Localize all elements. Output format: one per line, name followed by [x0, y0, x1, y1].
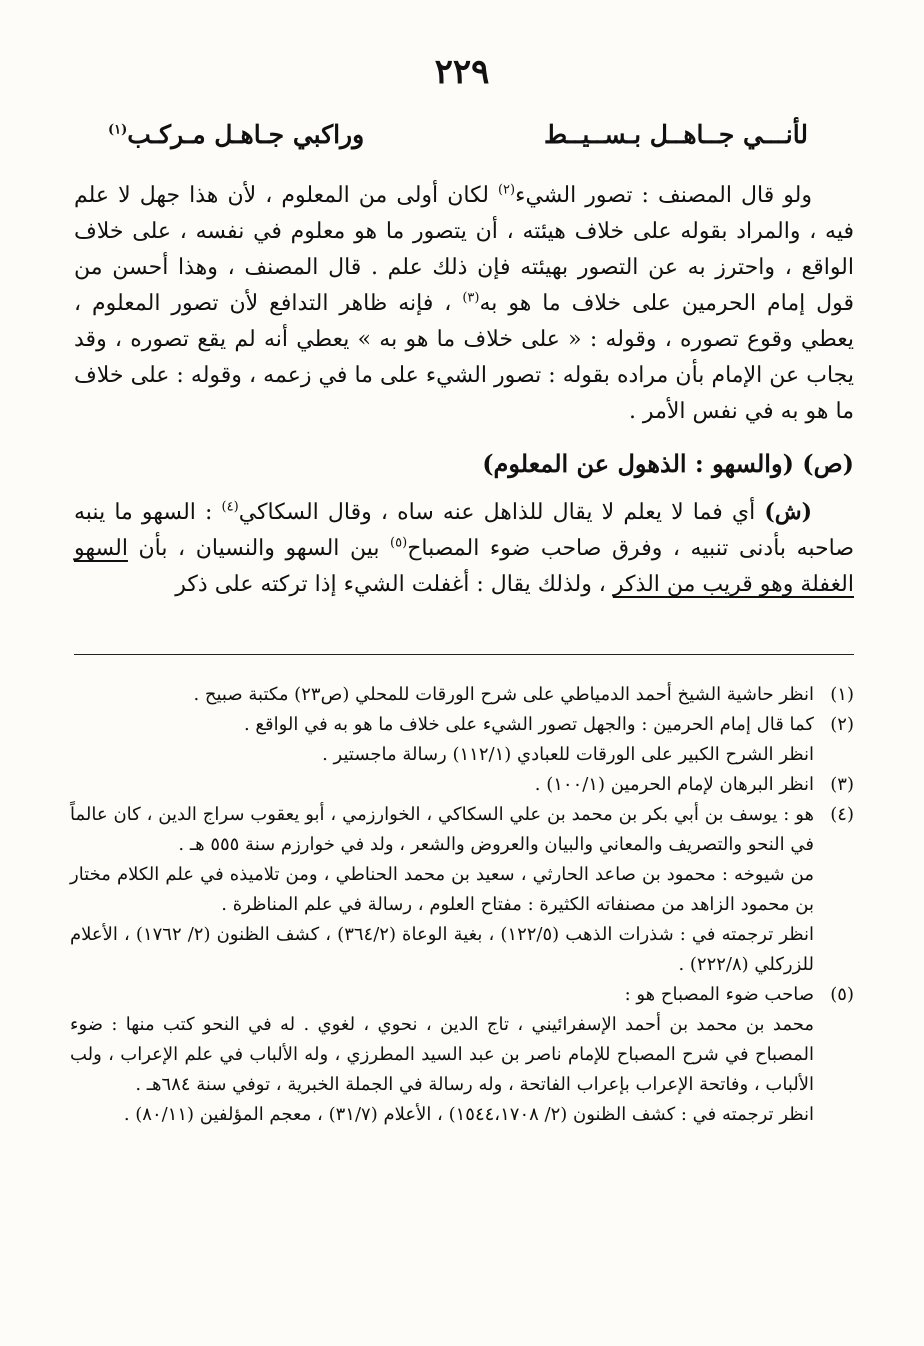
footnote-marker: (١): [108, 122, 128, 138]
paragraph-text: أي فما لا يعلم لا يقال للذاهل عنه ساه ، وقال السكاكي: [238, 500, 765, 525]
main-text: [74, 178, 854, 603]
footnote-line: محمد بن محمد بن أحمد الإسفرائيني ، تاج الدين ، نحوي ، لغوي . له في النحو كتب منها : ضوء المصباح في شرح المصباح للإمام ناصر بن عبد السيد المطرزي ، وله الألباب في علم الإعراب ، ولب الألباب ، وفاتحة الإعراب بإعراب الفاتحة ، وله رسالة في الجملة الخبرية ، توفي سنة ٦٨٤هـ .: [70, 1014, 814, 1095]
paragraph-text: بين السهو والنسيان ، بأن: [127, 536, 391, 561]
page-number: ٢٢٩: [434, 52, 490, 92]
paragraph-text: لكان أولى من المعلوم ، لأن هذا جهل لا علم فيه ، والمراد بقوله على خلاف هيئته ، أن يتصور ما هو معلوم في نفسه ، على خلاف الواقع ، واحترز به عن التصور بهيئته فإن ذلك علم . قال المصنف ، وهذا أحسن من قول إمام الحرمين على خلاف ما هو به: [74, 183, 855, 316]
poem-second-group: [108, 120, 364, 149]
footnote-1: [70, 680, 854, 710]
section-heading: (ص) (والسهو : الذهول عن المعلوم): [482, 449, 854, 478]
footnote-marker: (٣): [462, 290, 480, 306]
footnote-number: (٤): [830, 804, 854, 825]
footnote-line: انظر حاشية الشيخ أحمد الدمياطي على شرح الورقات للمحلي (ص٢٣) مكتبة صبيح .: [193, 684, 814, 705]
footnote-number: (٢): [830, 714, 854, 735]
paragraph-text: : السهو ما ينبه صاحبه بأدنى تنبيه ، وفرق صاحب ضوء المصباح: [74, 500, 855, 561]
poem-second-hemistich: وراكبي جـاهـل مـركـب: [127, 120, 365, 149]
footnote-divider: [74, 654, 854, 655]
footnote-line: انظر الشرح الكبير على الورقات للعبادي (١١٢/١) رسالة ماجستير .: [322, 744, 814, 765]
underlined-text: السهو الغفلة وهو قريب من الذكر: [74, 536, 854, 597]
footnote-marker: (٢): [497, 182, 516, 198]
footnote-line: كما قال إمام الحرمين : والجهل تصور الشيء على خلاف ما هو به في الواقع .: [243, 714, 814, 735]
poem-first-hemistich: لأنـــي جــاهــل بـســيــط: [543, 120, 808, 149]
footnote-line: من شيوخه : محمود بن صاعد الحارثي ، سعيد بن محمد الحناطي ، ومن تلاميذه في علم الكلام مختار بن محمود الزاهد من مصنفاته الكثيرة : مفتاح العلوم ، رسالة في علم المناظرة .: [70, 864, 814, 915]
footnote-number: (١): [830, 684, 854, 705]
footnote-line: انظر البرهان لإمام الحرمين (١٠٠/١) .: [534, 774, 814, 795]
footnote-marker: (٤): [221, 499, 239, 515]
poem-verse: [108, 120, 808, 149]
footnote-5: [70, 980, 854, 1130]
footnote-2: [70, 710, 854, 770]
footnote-line: هو : يوسف بن أبي بكر بن محمد بن علي السكاكي ، الخوارزمي ، أبو يعقوب سراج الدين ، كان عالماً في النحو والتصريف والمعاني والبيان والعروض والشعر ، ولد في خوارزم سنة ٥٥٥ هـ .: [70, 804, 814, 855]
paragraph-text: ، فإنه ظاهر التدافع لأن تصور المعلوم ، يعطي وقوع تصوره ، وقوله : « على خلاف ما هو به » يعطي أنه لم يقع تصوره ، وقد يجاب عن الإمام بأن مراده بقوله : تصور الشيء على ما في زعمه ، وقوله : على خلاف ما هو به في نفس الأمر .: [74, 291, 854, 424]
footnote-number: (٣): [830, 774, 854, 795]
footnote-4: [70, 800, 854, 980]
footnote-marker: (٥): [390, 535, 408, 551]
commentary-marker: (ش): [764, 499, 812, 525]
paragraph-2: [74, 494, 854, 603]
footnotes: [70, 680, 854, 1130]
paragraph-text: ولو قال المصنف : تصور الشيء: [515, 183, 812, 208]
footnote-number: (٥): [830, 984, 854, 1005]
footnote-line: انظر ترجمته في : شذرات الذهب (١٢٢/٥) ، بغية الوعاة (٣٦٤/٢) ، كشف الظنون (٢/ ١٧٦٢) ، الأعلام للزركلي (٢٢٢/٨) .: [70, 924, 815, 975]
footnote-line: انظر ترجمته في : كشف الظنون (٢/ ١٥٤٤،١٧٠٨) ، الأعلام (٣١/٧) ، معجم المؤلفين (٨٠/١١) .: [123, 1104, 814, 1125]
footnote-line: صاحب ضوء المصباح هو :: [624, 984, 814, 1005]
footnote-3: [70, 770, 854, 800]
paragraph-text: ، ولذلك يقال : أغفلت الشيء إذا تركته على ذكر: [175, 572, 613, 597]
paragraph-1: [74, 178, 854, 430]
